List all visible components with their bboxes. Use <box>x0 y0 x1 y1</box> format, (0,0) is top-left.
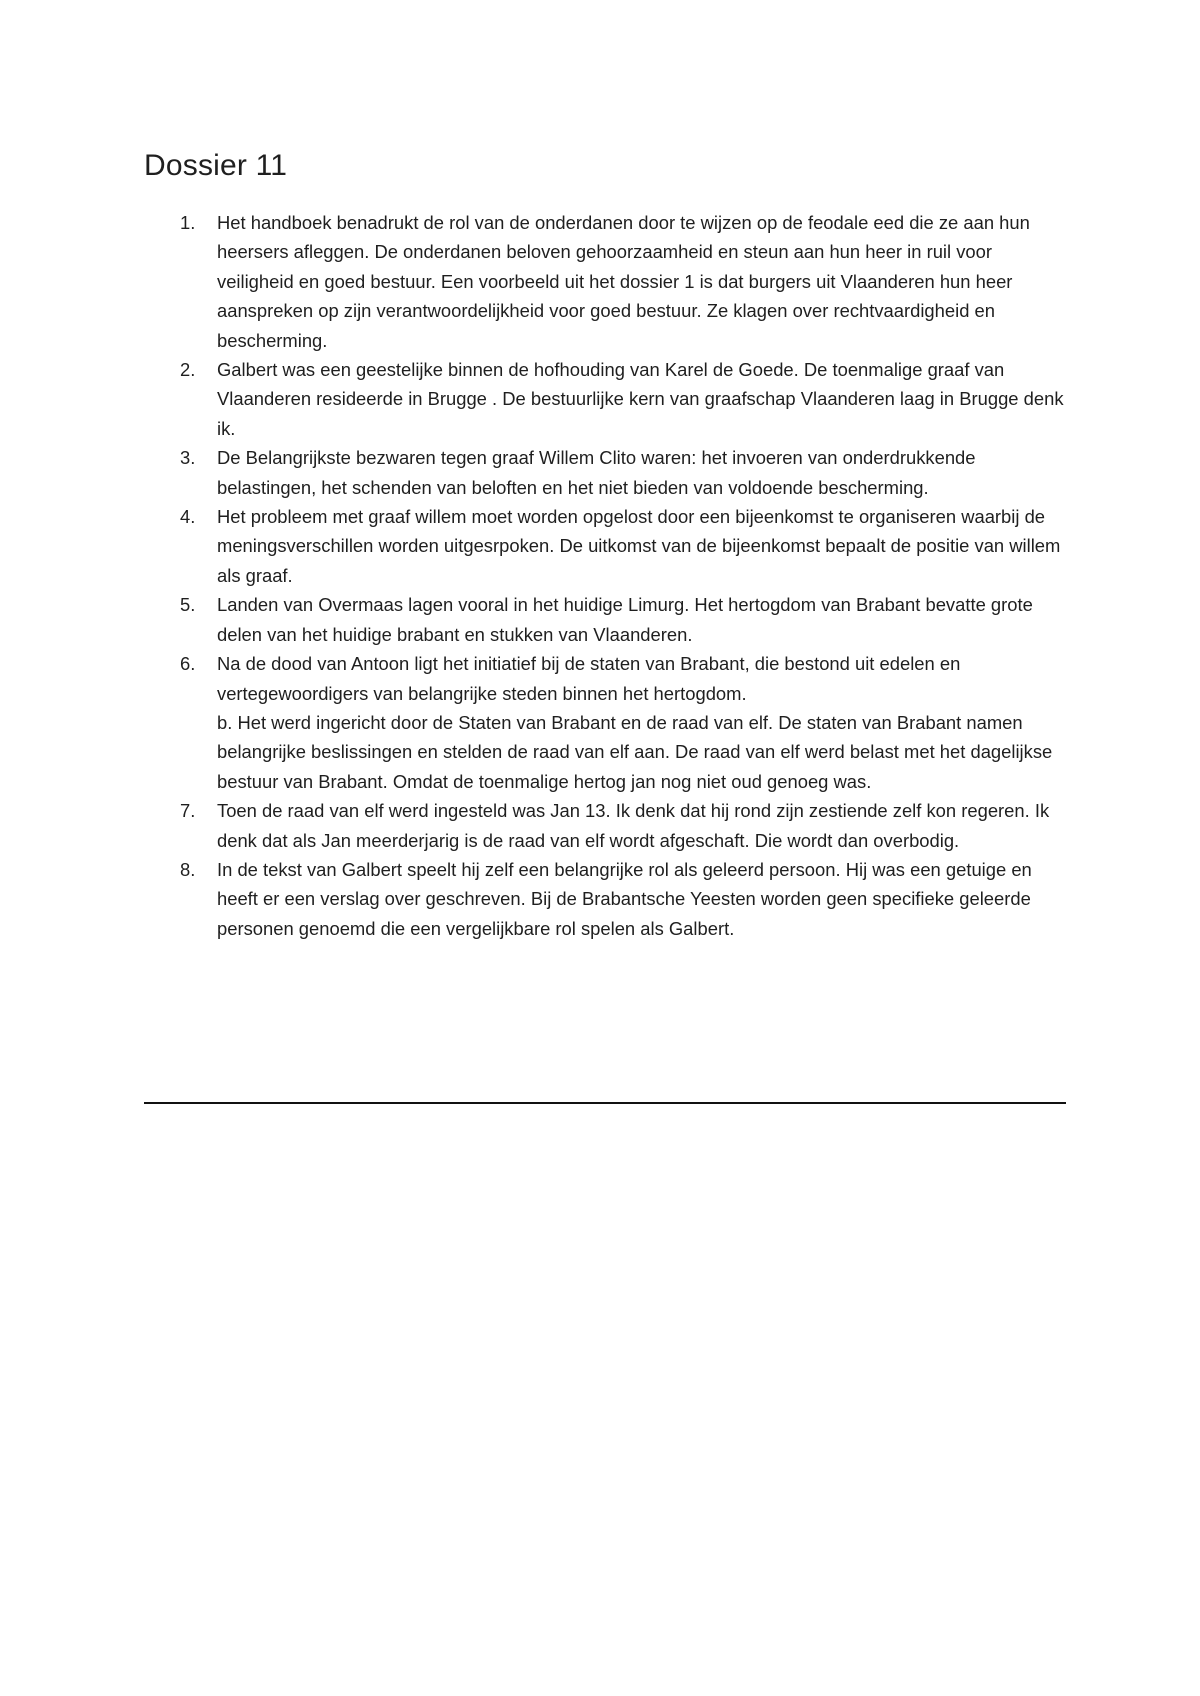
document-title: Dossier 11 <box>144 149 288 182</box>
item-number: 6. <box>180 653 196 675</box>
item-number: 8. <box>180 858 196 880</box>
item-number: 5. <box>180 594 196 616</box>
item-text: Het handboek benadrukt de rol van de onderdanen door te wijzen op de feodale eed die ze aan hun heersers afleggen. De onderdanen beloven gehoorzaamheid en steun aan hun heer in ruil voor veiligheid en goed bestuur. Een voorbeeld uit het dossier 1 is dat burgers uit Vlaanderen hun heer aanspreken op zijn verantwoordelijkheid voor goed bestuur. Ze klagen over rechtvaardigheid en bescherming. <box>217 212 1030 351</box>
item-text: De Belangrijkste bezwaren tegen graaf Willem Clito waren: het invoeren van onderdrukkende belastingen, het schenden van beloften en het niet bieden van voldoende bescherming. <box>217 447 976 498</box>
item-text: Het probleem met graaf willem moet worden opgelost door een bijeenkomst te organiseren waarbij de meningsverschillen worden uitgesrpoken. De uitkomst van de bijeenkomst bepaalt de positie van willem als graaf. <box>217 506 1061 586</box>
list-item <box>144 208 1064 355</box>
list-item <box>144 649 1064 796</box>
item-number: 2. <box>180 359 196 381</box>
list-item <box>144 796 1064 855</box>
horizontal-divider <box>144 1102 1066 1104</box>
list-item <box>144 502 1064 590</box>
item-number: 3. <box>180 447 196 469</box>
list-item <box>144 590 1064 649</box>
item-text: Galbert was een geestelijke binnen de hofhouding van Karel de Goede. De toenmalige graaf van Vlaanderen resideerde in Brugge . De bestuurlijke kern van graafschap Vlaanderen laag in Brugge denk ik. <box>217 359 1064 439</box>
item-number: 4. <box>180 506 196 528</box>
item-number: 7. <box>180 800 196 822</box>
item-text: Landen van Overmaas lagen vooral in het huidige Limurg. Het hertogdom van Brabant bevatte grote delen van het huidige brabant en stukken van Vlaanderen. <box>217 594 1033 645</box>
answer-list <box>144 208 1064 943</box>
item-text: Toen de raad van elf werd ingesteld was Jan 13. Ik denk dat hij rond zijn zestiende zelf kon regeren. Ik denk dat als Jan meerderjarig is de raad van elf wordt afgeschaft. Die wordt dan overbodig. <box>217 800 1050 851</box>
list-item <box>144 443 1064 502</box>
list-item <box>144 355 1064 443</box>
item-number: 1. <box>180 212 196 233</box>
item-text: In de tekst van Galbert speelt hij zelf een belangrijke rol als geleerd persoon. Hij was een getuige en heeft er een verslag over geschreven. Bij de Brabantsche Yeesten worden geen specifieke geleerde personen genoemd die een vergelijkbare rol spelen als Galbert. <box>217 858 1032 939</box>
item-text: Na de dood van Antoon ligt het initiatief bij de staten van Brabant, die bestond uit edelen en vertegewoordigers van belangrijke steden binnen het hertogdom. <box>217 653 961 704</box>
list-item <box>144 855 1064 943</box>
item-subanswer-text: b. Het werd ingericht door de Staten van Brabant en de raad van elf. De staten van Brabant namen belangrijke beslissingen en stelden de raad van elf aan. De raad van elf werd belast met het dagelijkse bestuur van Brabant. Omdat de toenmalige hertog jan nog niet oud genoeg was. <box>217 711 1053 792</box>
